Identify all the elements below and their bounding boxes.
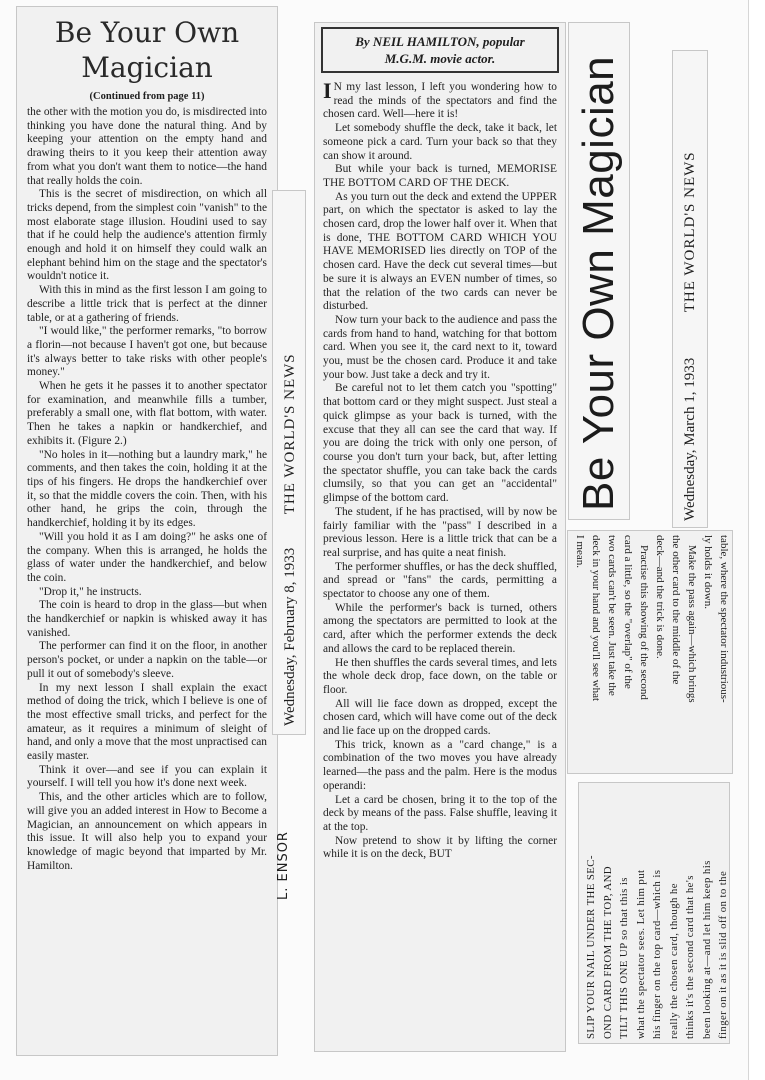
paragraph: "I would like," the performer remarks, "to borrow a florin—not because I haven't got one, but because it's always better to take risks with other people's money.": [27, 325, 267, 379]
article-title: [27, 15, 267, 85]
masthead-text: THE WORLD'S NEWS: [282, 353, 298, 515]
line: OND CARD FROM THE TOP, AND: [601, 866, 614, 1039]
paragraph: When he gets it he passes it to another spectator for examination, and meanwhile fills a tumber, preferably a small one, with flat bottom, with water. Then he takes a napkin or handkerchief, and exhibits it. (Figure 2.): [27, 380, 267, 447]
line: what the spectator sees. Let him put: [634, 869, 647, 1039]
line: two cards can't be seen. Just take the: [606, 535, 618, 696]
line: I mean.: [574, 535, 586, 568]
line: been looking at—and let him keep his: [700, 860, 713, 1039]
middle-article-body: [315, 78, 565, 862]
paragraph: All will lie face down as dropped, except the chosen card, which will have come out of the deck and lie face up on the dropped cards.: [323, 697, 557, 738]
paragraph: He then shuffles the cards several times, and lets the whole deck drop, face down, on the table or floor.: [323, 656, 557, 696]
paragraph: The student, if he has practised, will by now be fairly familiar with the "pass" I described in a previous lesson. Here is a little trick that can be a real surprise, and has quite a neat finish.: [323, 505, 557, 559]
byline-line-1: By NEIL HAMILTON, popular: [355, 34, 525, 49]
date-strip-text: [279, 196, 301, 726]
paragraph: This, and the other articles which are to follow, will give you an added interest in How to Become a Magician, an announcement on which appears in this issue. It will also help you to expand your knowledge of magic beyond that imparted by Mr. Hamilton.: [27, 791, 267, 872]
paragraph: This is the secret of misdirection, on which all tricks depend, from the simplest coin "vanish" to the most elaborate stage illusion. Houdini used to say that if he could help the audience's attention firmly enough and hold it on himself they could walk an elephant behind him on the stage and the spectator's wouldn't notice it.: [27, 188, 267, 283]
line: really the chosen card, though he: [667, 883, 680, 1039]
title-line-1: Be Your Own: [54, 16, 240, 49]
line: deck—and the trick is done.: [654, 535, 666, 659]
paragraph: While the performer's back is turned, others among the spectators are permitted to look at the card, after which the performer extends the deck and allows the card to be replaced therein.: [323, 601, 557, 655]
paragraph: As you turn out the deck and extend the UPPER part, on which the spectator is asked to lay the chosen card, drop the lower half over it. When that is done, THE BOTTOM CARD WHICH YOU HAVE MEMORISED lies directly on TOP of the chosen card. Have the deck cut several times—but be sure it is always an EVEN number of times, so that the relation of the two cards can never be disturbed.: [323, 190, 557, 313]
paragraph: This trick, known as a "card change," is a combination of the two moves you have already learned—the pass and the palm. Here is the modus operandi:: [323, 738, 557, 792]
paragraph: Let a card be chosen, bring it to the top of the deck by means of the pass. False shuffle, leaving it at the top.: [323, 793, 557, 833]
line: finger on it as it is slid off on to the: [717, 870, 729, 1039]
line: thinks it's the second card that he's: [684, 875, 696, 1039]
continued-note: (Continued from page 11): [89, 91, 205, 102]
date-strip-text-2: [679, 61, 701, 521]
handwritten-name: L. ENSOR: [276, 831, 291, 900]
paragraph: "Will you hold it as I am doing?" he asks one of the company. When this is arranged, he holds the glass of water under the handkerchief, and below the coin.: [27, 530, 267, 584]
line: deck in your hand and you'll see what: [590, 535, 602, 702]
line: the other card to the middle of the: [670, 535, 682, 685]
date-text-2: Wednesday, March 1, 1933: [682, 357, 698, 521]
left-article-body: [27, 106, 267, 873]
masthead-text-2: THE WORLD'S NEWS: [682, 151, 698, 313]
paragraph: I N my last lesson, I left you wondering how to read the minds of the spectators and find the chosen card. Well—here it is!: [323, 78, 557, 121]
paragraph: Now turn your back to the audience and pass the cards from hand to hand, watching for that bottom card. When you see it, the card next to it, toward you, must be the chosen card. Produce it and take your bow. Just take a deck and try it.: [323, 313, 557, 381]
byline-line-2: M.G.M. movie actor.: [384, 51, 496, 66]
line: Practise this showing of the second: [638, 545, 650, 700]
line: ly holds it down.: [702, 535, 714, 609]
rotated-caption-clipping: [578, 782, 730, 1044]
paragraph: Be careful not to let them catch you "spotting" that bottom card or they might suspect. Just steal a quick glimpse as your back is turned, with the excuse that they all can see the card that way. If you are doing the trick with only one person, of course you don't turn your back, but, after letting the spectator shuffle, you can take back the cards clumsily, so that you can get an "accidental" glimpse of the bottom card.: [323, 382, 557, 505]
line: his finger on the top card—which is: [651, 869, 663, 1039]
line: SLIP YOUR NAIL UNDER THE SEC-: [585, 855, 597, 1039]
rotated-continuation-text: [572, 535, 732, 773]
paragraph: "Drop it," he instructs.: [39, 585, 142, 598]
right-title-clipping: [568, 22, 630, 520]
date-strip-february: [272, 190, 306, 735]
paragraph: Think it over—and see if you can explain it yourself. I will tell you how it's done next week.: [27, 763, 267, 790]
paragraph: Let somebody shuffle the deck, take it back, let someone pick a card. Turn your back so that they can show it around.: [323, 122, 557, 162]
right-title: Be Your Own Magician: [574, 55, 623, 511]
line: Make the pass again—which brings: [686, 545, 698, 703]
rotated-caption-text: [583, 787, 730, 1039]
title-line-2: Magician: [81, 51, 213, 84]
paragraph: Now pretend to show it by lifting the corner while it is on the deck, BUT: [323, 834, 557, 861]
paragraph: "No holes in it—nothing but a laundry mark," he comments, and then takes the coin, holding it at the tips of his fingers. He drops the handkerchief over it, so that the middle covers the coin. Then, with his other hand, he grips the coin, through the handkerchief, holding it by its edges.: [27, 448, 267, 530]
paragraph: The performer shuffles, or has the deck shuffled, and spread or "fans" the cards, permitting a spectator to choose any one of them.: [323, 560, 557, 601]
middle-article-clipping: [314, 22, 566, 1052]
paragraph: In my next lesson I shall explain the exact method of doing the trick, which I believe is one of the most effective small tricks, and perfect for the amateur, as it requires a minimum of sleight of hand, and only a move that the most unpractised can easily master.: [27, 681, 267, 763]
left-article-clipping: [16, 6, 278, 1056]
rotated-continuation-clipping: [567, 530, 733, 774]
date-text: Wednesday, February 8, 1933: [282, 547, 298, 726]
byline-box: [321, 27, 559, 73]
paragraph: With this in mind as the first lesson I am going to describe a little trick that is perfect at the dinner table, or at a gathering of friends.: [27, 284, 267, 324]
line: card a little, so the "overlap" of the: [622, 535, 634, 689]
paragraph: the other with the motion you do, is misdirected into thinking you have done the natural thing. And by keeping your attention on the empty hand and drawing theirs to it you keep their attention away from what you don't want them to notice—the hand that really holds the coin.: [27, 106, 267, 187]
date-strip-march: [672, 50, 708, 528]
paragraph: The coin is heard to drop in the glass—but when the handkerchief or napkin is whisked away it has vanished.: [27, 599, 267, 639]
paragraph: The performer can find it on the floor, in another person's pocket, or under a napkin on the table—or pull it out of somebody's sleeve.: [27, 640, 267, 680]
paragraph: But while your back is turned, MEMORISE THE BOTTOM CARD OF THE DECK.: [323, 163, 557, 189]
line: TILT THIS ONE UP so that this is: [618, 877, 630, 1039]
line: table, where the spectator industrious-: [718, 535, 730, 703]
drop-cap: I: [323, 78, 332, 103]
